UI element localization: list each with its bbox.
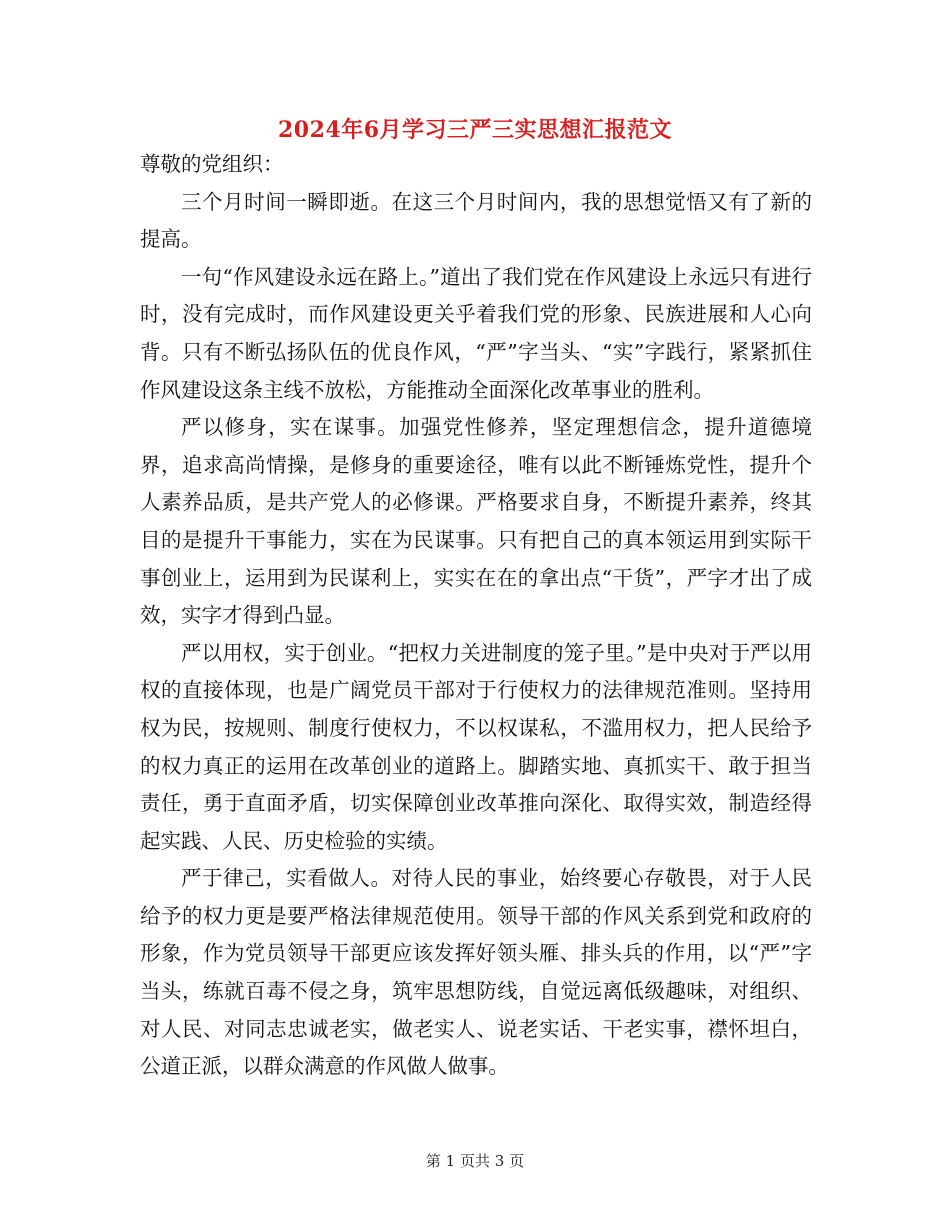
document-body <box>140 146 812 1086</box>
paragraph-2: 一句“作风建设永远在路上。”道出了我们党在作风建设上永远只有进行时，没有完成时，而作风建设更关乎着我们党的形象、民族进展和人心向背。只有不断弘扬队伍的优良作风，“严”字当头、“实”字践行，紧紧抓住作风建设这条主线不放松，方能推动全面深化改革事业的胜利。 <box>140 264 812 402</box>
paragraph-3: 严以修身，实在谋事。加强党性修养，坚定理想信念，提升道德境界，追求高尚情操，是修身的重要途径，唯有以此不断锤炼党性，提升个人素养品质，是共产党人的必修课。严格要求自身，不断提升素养，终其目的是提升干事能力，实在为民谋事。只有把自己的真本领运用到实际干事创业上，运用到为民谋利上，实实在在的拿出点“干货”，严字才出了成效，实字才得到凸显。 <box>140 415 812 628</box>
document-title: 2024年6月学习三严三实思想汇报范文 <box>277 117 673 143</box>
paragraph-1: 三个月时间一瞬即逝。在这三个月时间内，我的思想觉悟又有了新的提高。 <box>140 189 812 252</box>
salutation: 尊敬的党组织： <box>140 152 284 176</box>
page-number-footer: 第 1 页共 3 页 <box>425 1152 525 1170</box>
paragraph-5: 严于律己，实看做人。对待人民的事业，始终要心存敬畏，对于人民给予的权力更是要严格法律规范使用。领导干部的作风关系到党和政府的形象，作为党员领导干部更应该发挥好领头雁、排头兵的作用，以“严”字当头，练就百毒不侵之身，筑牢思想防线，自觉远离低级趣味，对组织、对人民、对同志忠诚老实，做老实人、说老实话、干老实事，襟怀坦白，公道正派，以群众满意的作风做人做事。 <box>140 866 812 1079</box>
paragraph-4: 严以用权，实于创业。“把权力关进制度的笼子里。”是中央对于严以用权的直接体现，也是广阔党员干部对于行使权力的法律规范准则。坚持用权为民，按规则、制度行使权力，不以权谋私，不滥用权力，把人民给予的权力真正的运用在改革创业的道路上。脚踏实地、真抓实干、敢于担当责任，勇于直面矛盾，切实保障创业改革推向深化、取得实效，制造经得起实践、人民、历史检验的实绩。 <box>140 640 812 853</box>
